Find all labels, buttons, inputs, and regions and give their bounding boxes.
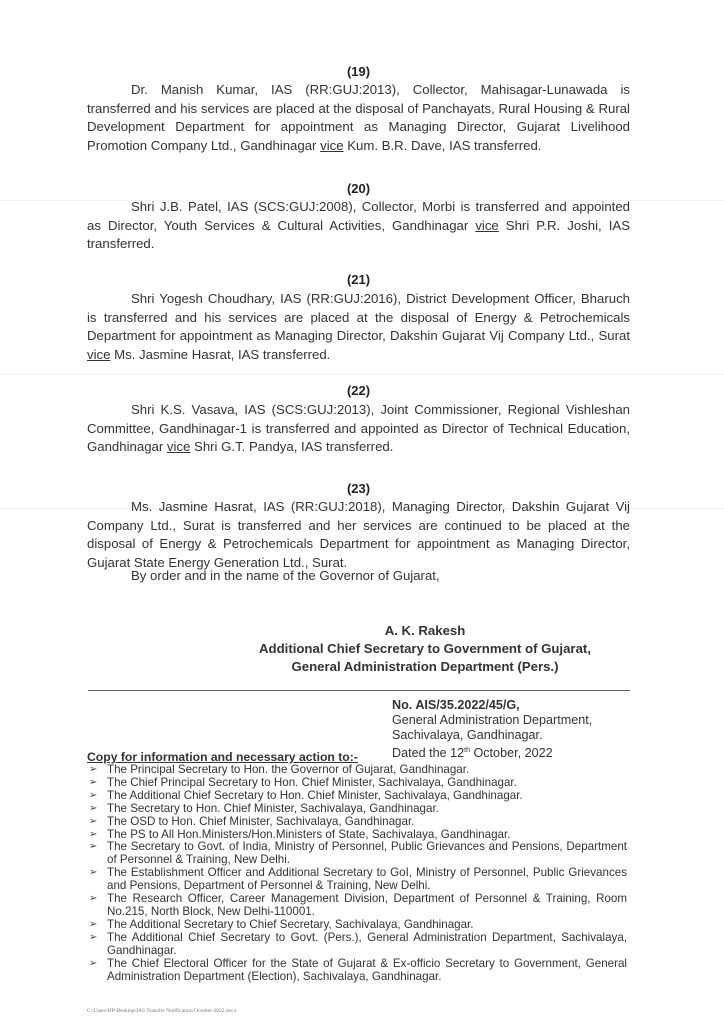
section-number-20: (20) xyxy=(346,181,371,196)
vice-underlined: vice xyxy=(475,217,499,233)
arrowhead-bullet-icon: ➢ xyxy=(89,893,98,905)
date-suffix: October, 2022 xyxy=(469,746,553,761)
copy-to-item xyxy=(87,867,627,893)
vice-underlined: vice xyxy=(320,137,344,153)
paragraph-text: Shri J.B. Patel, IAS (SCS:GUJ:2008), Collector, Morbi is transferred and appointed as Director, Youth Services & Cultural Activities, Gandhinagar xyxy=(87,199,630,233)
paragraph-text: Ms. Jasmine Hasrat, IAS transferred. xyxy=(110,346,331,362)
copy-to-item-text: The Secretary to Hon. Chief Minister, Sachivalaya, Gandhinagar. xyxy=(107,801,439,815)
signatory-title-line2: General Administration Department (Pers.) xyxy=(291,659,559,674)
arrowhead-bullet-icon: ➢ xyxy=(89,867,98,879)
section-paragraph-20 xyxy=(87,198,630,254)
copy-to-item xyxy=(87,841,627,867)
section-paragraph-22 xyxy=(87,401,630,457)
arrowhead-bullet-icon: ➢ xyxy=(89,815,98,827)
copy-to-item-text: The Chief Principal Secretary to Hon. Chief Minister, Sachivalaya, Gandhinagar. xyxy=(107,775,517,789)
paragraph-text: Shri K.S. Vasava, IAS (SCS:GUJ:2013), Joint Commissioner, Regional Vishleshan Committee, Gandhinagar-1 is transferred and appointed as Director of Technical Education, Gandhinagar xyxy=(87,402,630,455)
signatory-title-line1: Additional Chief Secretary to Government of Gujarat, xyxy=(259,641,591,656)
arrowhead-bullet-icon: ➢ xyxy=(89,776,98,788)
paragraph-text: Shri G.T. Pandya, IAS transferred. xyxy=(190,439,394,455)
section-paragraph-23: Ms. Jasmine Hasrat, IAS (RR:GUJ:2018), Managing Director, Dakshin Gujarat Vij Company Ltd., Surat is transferred and her services are continued to be placed at the disposal of Energy & Petrochemicals Department for appointment as Managing Director, Gujarat State Energy Generation Ltd., Surat. xyxy=(87,499,630,570)
section-number-21: (21) xyxy=(346,272,371,287)
copy-to-item-text: The OSD to Hon. Chief Minister, Sachivalaya, Gandhinagar. xyxy=(107,814,415,828)
arrowhead-bullet-icon: ➢ xyxy=(89,931,98,943)
order-line: By order and in the name of the Governor of Gujarat, xyxy=(131,568,440,583)
arrowhead-bullet-icon: ➢ xyxy=(89,828,98,840)
section-number-19: (19) xyxy=(346,64,371,79)
reference-place: Sachivalaya, Gandhinagar. xyxy=(392,728,543,742)
copy-to-item-text: The Research Officer, Career Management Division, Department of Personnel & Training, Room No.215, North Block, New Delhi-110001. xyxy=(107,892,627,918)
arrowhead-bullet-icon: ➢ xyxy=(89,789,98,801)
copy-to-item-text: The Principal Secretary to Hon. the Governor of Gujarat, Gandhinagar. xyxy=(107,763,470,776)
reference-date xyxy=(392,743,553,761)
horizontal-rule xyxy=(88,690,630,691)
copy-to-item-text: The Additional Chief Secretary to Govt. (Pers.), General Administration Department, Sachivalaya, Gandhinagar. xyxy=(107,930,627,957)
copy-to-item-text: The Additional Secretary to Chief Secretary, Sachivalaya, Gandhinagar. xyxy=(107,917,474,931)
signatory-name: A. K. Rakesh xyxy=(384,623,466,638)
paragraph-text: Kum. B.R. Dave, IAS transferred. xyxy=(343,137,542,153)
arrowhead-bullet-icon: ➢ xyxy=(89,957,98,969)
copy-to-list xyxy=(87,764,627,983)
vice-underlined: vice xyxy=(166,439,191,455)
scan-artifact-line xyxy=(0,374,724,375)
copy-to-item-text: The PS to All Hon.Ministers/Hon.Ministers of State, Sachivalaya, Gandhinagar. xyxy=(107,827,511,841)
arrowhead-bullet-icon: ➢ xyxy=(89,764,98,775)
paragraph-text: Shri Yogesh Choudhary, IAS (RR:GUJ:2016), District Development Officer, Bharuch is transferred and his services are placed at the disposal of Energy & Petrochemicals Department for appointment as Managing Director, Dakshin Gujarat Vij Company Ltd., Surat xyxy=(87,291,630,344)
copy-to-item xyxy=(87,932,627,958)
reference-number: No. AIS/35.2022/45/G, xyxy=(392,698,520,712)
date-superscript: th xyxy=(464,747,470,754)
arrowhead-bullet-icon: ➢ xyxy=(89,802,98,814)
footer-file-path: C:\Users\HP\Desktop\IAS Transfer Notification October-2022.docx xyxy=(87,1008,237,1014)
arrowhead-bullet-icon: ➢ xyxy=(89,841,98,853)
paragraph-text: Dr. Manish Kumar, IAS (RR:GUJ:2013), Collector, Mahisagar-Lunawada is transferred and his services are placed at the disposal of Panchayats, Rural Housing & Rural Development Department for appointment as Managing Director, Gujarat Livelihood Promotion Company Ltd., Gandhinagar xyxy=(87,82,630,153)
copy-to-item xyxy=(87,958,627,984)
copy-to-item-text: The Chief Electoral Officer for the State of Gujarat & Ex-officio Secretary to Government, General Administration Department (Election), Sachivalaya, Gandhinagar. xyxy=(107,956,627,983)
section-paragraph-21 xyxy=(87,290,630,364)
copy-to-heading: Copy for information and necessary action to:- xyxy=(87,750,358,764)
section-number-23: (23) xyxy=(346,481,371,496)
copy-to-item xyxy=(87,893,627,919)
copy-to-item-text: The Additional Chief Secretary to Hon. Chief Minister, Sachivalaya, Gandhinagar. xyxy=(107,788,523,802)
copy-to-item-text: The Establishment Officer and Additional Secretary to GoI, Ministry of Personnel, Public Grievances and Pensions, Department of Personnel & Training, New Delhi. xyxy=(107,866,627,893)
copy-to-item-text: The Secretary to Govt. of India, Ministry of Personnel, Public Grievances and Pensions, Department of Personnel & Training, New Delhi. xyxy=(107,840,627,867)
arrowhead-bullet-icon: ➢ xyxy=(89,918,98,930)
paragraph-text: Shri P.R. Joshi, IAS transferred. xyxy=(87,217,630,252)
reference-department: General Administration Department, xyxy=(392,713,593,727)
vice-underlined: vice xyxy=(87,346,111,362)
section-paragraph-19 xyxy=(87,81,630,155)
date-prefix: Dated the 12 xyxy=(392,746,465,761)
section-number-22: (22) xyxy=(346,383,371,398)
